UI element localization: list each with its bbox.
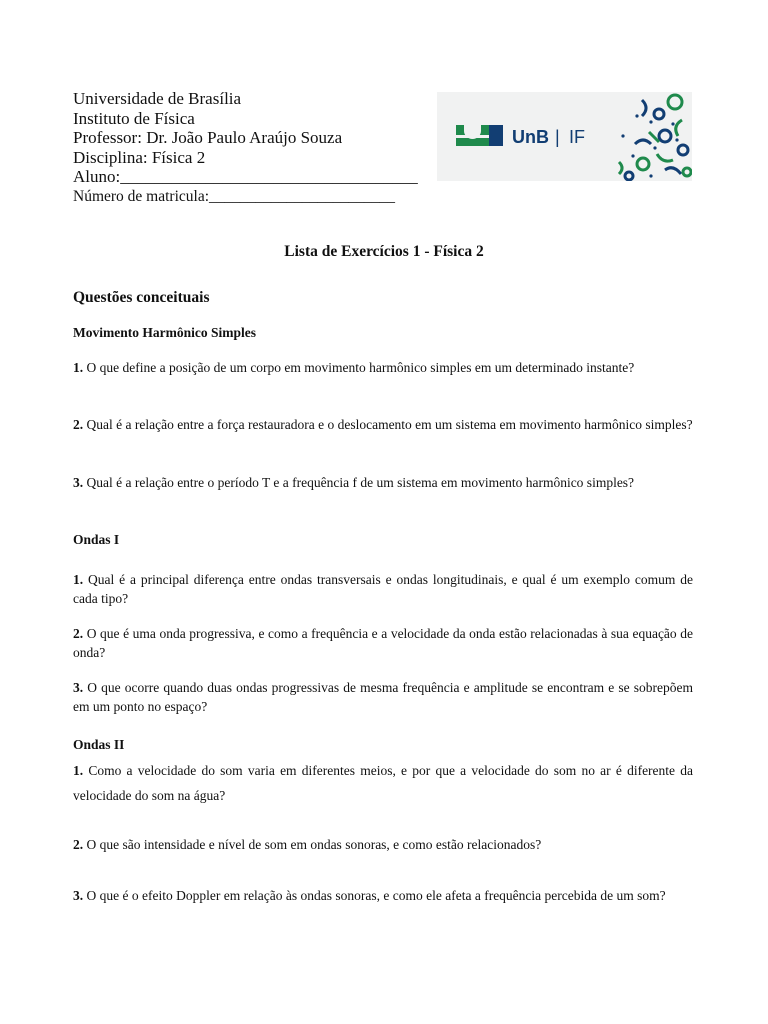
- question-text: Como a velocidade do som varia em diferentes meios, e por que a velocidade do som no ar é diferente da velocidade do som na água?: [73, 763, 693, 803]
- institute-line: Instituto de Física: [73, 108, 195, 128]
- question-number: 1.: [73, 763, 84, 778]
- question-number: 2.: [73, 417, 84, 432]
- decorative-pattern-icon: [619, 95, 691, 180]
- header-block: [73, 89, 418, 207]
- discipline-line: Disciplina: Física 2: [73, 147, 206, 167]
- question-mhs-3: [73, 473, 693, 492]
- question-number: 1.: [73, 360, 84, 375]
- if-text: IF: [569, 127, 585, 147]
- question-number: 1.: [73, 572, 84, 587]
- question-text: Qual é a relação entre a força restauradora e o deslocamento em um sistema em movimento harmônico simples?: [86, 417, 693, 432]
- question-mhs-2: [73, 415, 693, 434]
- question-text: Qual é a relação entre o período T e a frequência f de um sistema em movimento harmônico simples?: [86, 475, 635, 490]
- question-ondas1-1: [73, 570, 693, 608]
- student-name-field: Aluno:___________________________________: [73, 167, 418, 187]
- question-number: 2.: [73, 626, 84, 641]
- document-title: Lista de Exercícios 1 - Física 2: [284, 243, 484, 260]
- professor-line: Professor: Dr. João Paulo Araújo Souza: [73, 128, 343, 148]
- subsection-title-ondas-1: Ondas I: [73, 532, 120, 547]
- question-number: 3.: [73, 475, 84, 490]
- question-ondas1-3: [73, 678, 693, 716]
- subsection-title-ondas-2: Ondas II: [73, 737, 125, 752]
- question-ondas2-3: [73, 886, 693, 905]
- question-number: 3.: [73, 888, 84, 903]
- question-number: 3.: [73, 680, 84, 695]
- section-title: Questões conceituais: [73, 289, 210, 306]
- question-ondas1-2: [73, 624, 693, 662]
- separator-text: |: [555, 127, 560, 147]
- unb-if-logo: [437, 92, 692, 181]
- question-text: Qual é a principal diferença entre ondas transversais e ondas longitudinais, e qual é um exemplo comum de cada tipo?: [73, 572, 693, 606]
- university-line: Universidade de Brasília: [73, 89, 242, 108]
- question-text: O que são intensidade e nível de som em ondas sonoras, e como estão relacionados?: [86, 837, 542, 852]
- question-text: O que ocorre quando duas ondas progressivas de mesma frequência e amplitude se encontram e se sobrepõem em um ponto no espaço?: [73, 680, 694, 714]
- subsection-title-mhs: Movimento Harmônico Simples: [73, 325, 256, 340]
- question-text: O que é o efeito Doppler em relação às ondas sonoras, e como ele afeta a frequência percebida de um som?: [86, 888, 666, 903]
- question-number: 2.: [73, 837, 84, 852]
- unb-logo-graphic: [437, 92, 692, 181]
- question-text: O que é uma onda progressiva, e como a frequência e a velocidade da onda estão relacionadas à sua equação de onda?: [73, 626, 693, 660]
- question-mhs-1: [73, 358, 693, 377]
- registration-number-field: Número de matricula:________________________: [73, 187, 396, 205]
- question-ondas2-2: [73, 835, 693, 854]
- question-text: O que define a posição de um corpo em movimento harmônico simples em um determinado instante?: [86, 360, 635, 375]
- question-ondas2-1: [73, 758, 693, 808]
- unb-text: UnB: [512, 127, 549, 147]
